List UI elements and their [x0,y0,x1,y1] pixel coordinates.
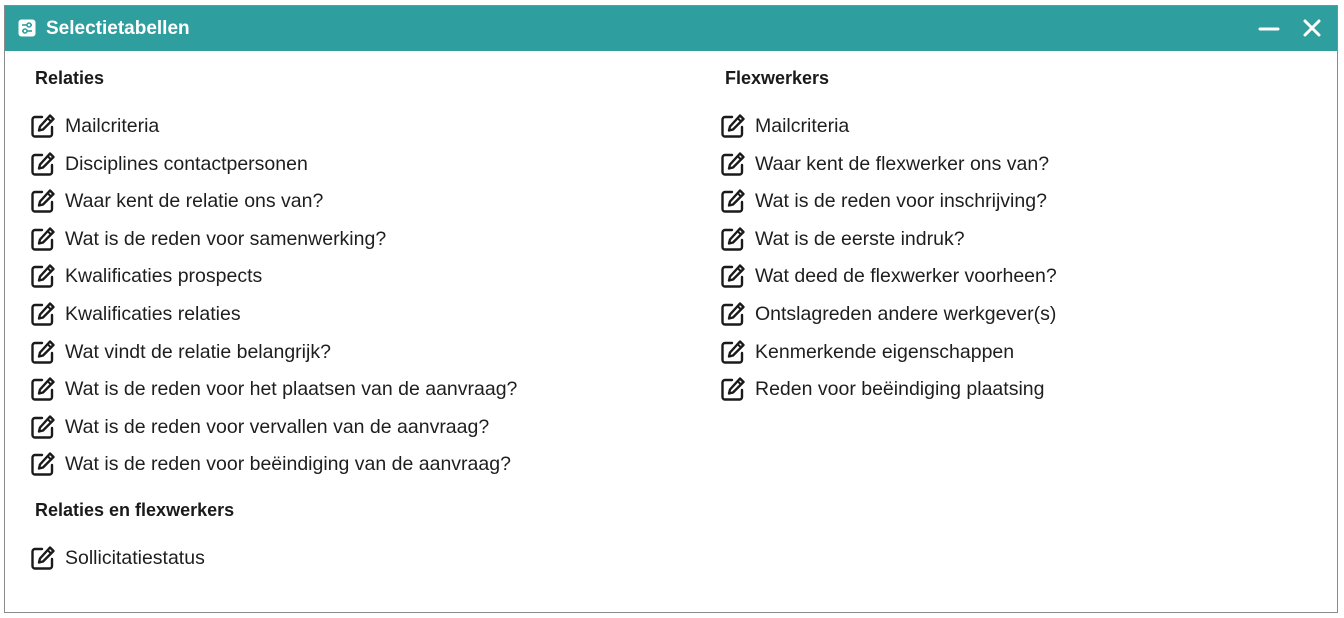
edit-icon [29,187,57,215]
list-item-label: Wat is de reden voor het plaatsen van de aanvraag? [65,378,518,401]
list-item-label: Mailcriteria [65,115,160,137]
list-item[interactable] [719,337,1014,367]
edit-icon [719,150,747,178]
section-title-relaties-en-flexwerkers: Relaties en flexwerkers [35,500,235,520]
list-item[interactable] [719,149,1049,179]
list-item-label: Sollicitatiestatus [65,547,205,569]
list-item-label: Kenmerkende eigenschappen [755,340,1015,363]
list-item-label: Wat deed de flexwerker voorheen? [755,265,1057,288]
list-item-label: Wat is de reden voor vervallen van de aanvraag? [65,415,490,438]
list-item-label: Kwalificaties prospects [65,265,263,288]
close-icon[interactable] [1299,15,1325,41]
list-item[interactable] [29,337,331,367]
edit-icon [29,450,57,478]
list-item[interactable] [719,261,1057,291]
list-item[interactable] [719,374,1044,404]
list-item[interactable] [29,224,386,254]
list-item[interactable] [719,186,1047,216]
edit-icon [29,300,57,328]
list-item-label: Wat is de eerste indruk? [755,227,965,250]
list-item-label: Wat is de reden voor samenwerking? [65,227,387,250]
list-item[interactable] [719,299,1056,329]
list-item[interactable] [29,186,323,216]
edit-icon [719,375,747,403]
list-item[interactable] [29,412,489,442]
minimize-icon[interactable] [1256,15,1282,41]
window-title: Selectietabellen [46,18,190,39]
list-item[interactable] [719,111,849,141]
edit-icon [719,225,747,253]
list-item[interactable] [29,449,511,479]
list-item-label: Disciplines contactpersonen [65,152,308,175]
list-item-label: Waar kent de flexwerker ons van? [755,152,1050,175]
edit-icon [719,300,747,328]
edit-icon [719,338,747,366]
edit-icon [719,262,747,290]
sliders-icon [18,19,36,37]
selectietabellen-window [4,5,1338,613]
edit-icon [29,544,57,572]
list-item-label: Reden voor beëindiging plaatsing [755,378,1045,401]
list-item[interactable] [29,111,159,141]
list-item[interactable] [29,261,262,291]
list-item-label: Kwalificaties relaties [65,303,241,325]
edit-icon [29,225,57,253]
list-item-label: Waar kent de relatie ons van? [65,190,324,213]
edit-icon [29,150,57,178]
list-item[interactable] [29,374,517,404]
section-title-flexwerkers: Flexwerkers [725,68,830,88]
list-item[interactable] [719,224,965,254]
list-item-label: Mailcriteria [755,115,850,137]
edit-icon [29,338,57,366]
edit-icon [29,375,57,403]
list-item-label: Wat vindt de relatie belangrijk? [65,340,331,363]
list-item[interactable] [29,299,241,329]
edit-icon [719,187,747,215]
edit-icon [29,112,57,140]
list-item-label: Ontslagreden andere werkgever(s) [755,303,1057,325]
list-item-label: Wat is de reden voor inschrijving? [755,190,1047,213]
list-item-label: Wat is de reden voor beëindiging van de aanvraag? [65,453,511,476]
edit-icon [29,262,57,290]
content-area [5,51,1337,612]
section-title-relaties: Relaties [35,68,105,88]
edit-icon [29,413,57,441]
list-item[interactable] [29,149,308,179]
list-item[interactable] [29,543,205,573]
title-bar [5,6,1337,51]
edit-icon [719,112,747,140]
